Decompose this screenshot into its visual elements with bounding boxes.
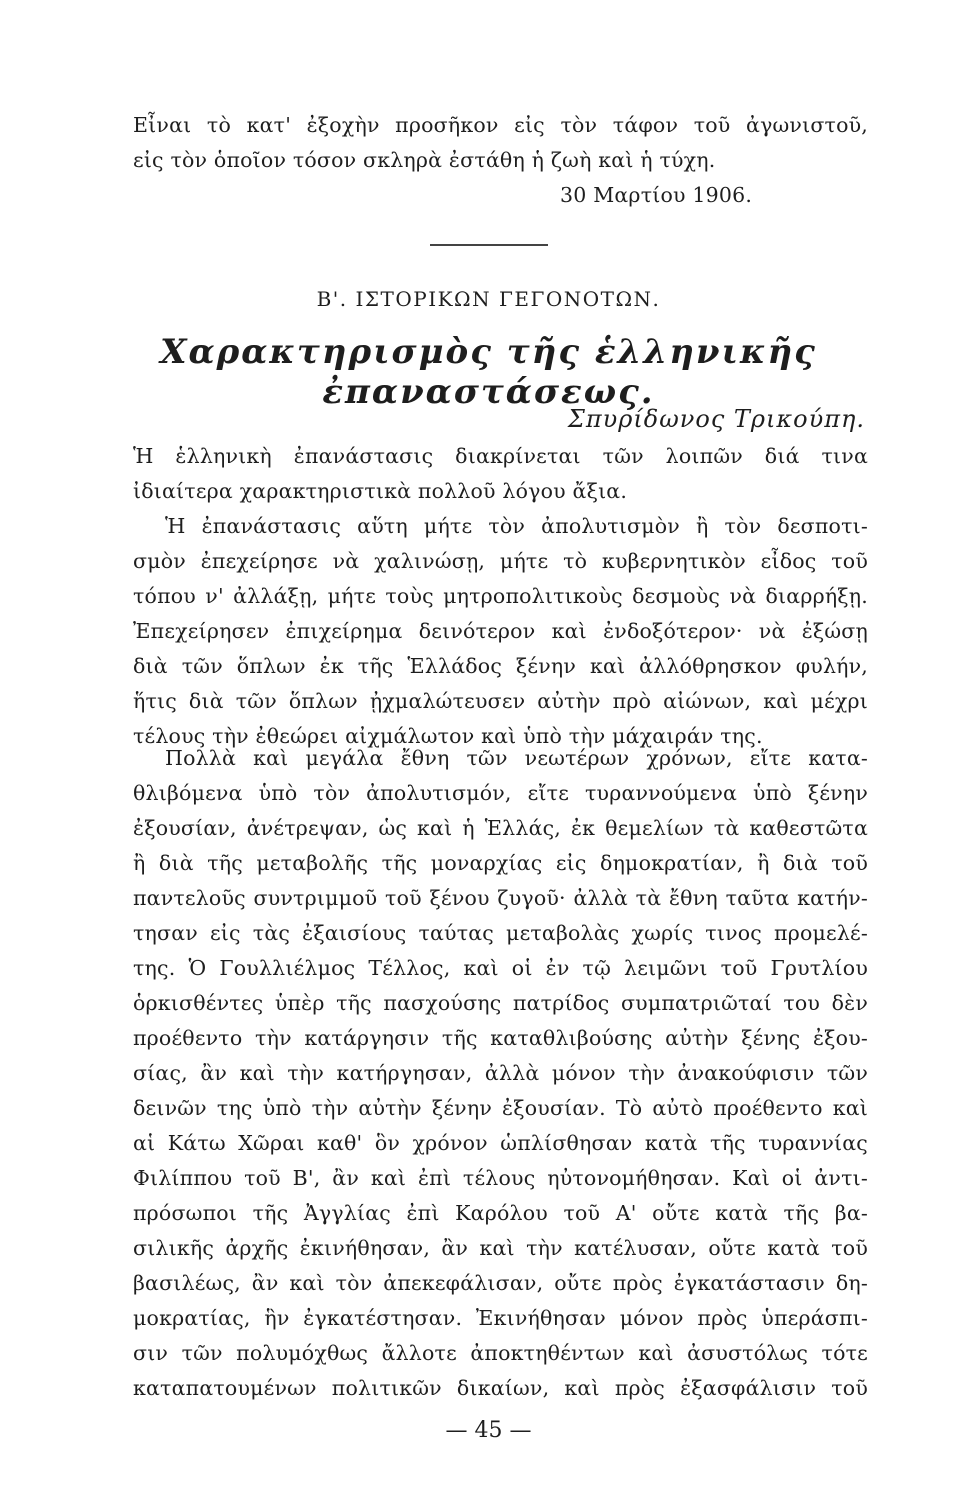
body-line: καταπατουμένων πολιτικῶν δικαίων, καὶ πρὸς ἐξασφάλισιν τοῦ <box>133 1376 868 1400</box>
body-line: Φιλίππου τοῦ Β', ἂν καὶ ἐπὶ τέλους ηὐτονομήθησαν. Καὶ οἱ ἀντι- <box>133 1166 868 1190</box>
body-line: μοκρατίας, ἣν ἐγκατέστησαν. Ἐκινήθησαν μόνον πρὸς ὑπεράσπι- <box>133 1306 868 1330</box>
body-line: αἱ Κάτω Χῶραι καθ' ὃν χρόνον ὡπλίσθησαν κατὰ τῆς τυραννίας <box>133 1131 868 1155</box>
body-line: σιλικῆς ἀρχῆς ἐκινήθησαν, ἂν καὶ τὴν κατέλυσαν, οὔτε κατὰ τοῦ <box>133 1236 868 1260</box>
separator-rule <box>430 244 548 246</box>
author-name: Σπυρίδωνος Τρικούπη. <box>567 405 865 433</box>
section-heading: Β'. ΙΣΤΟΡΙΚΩΝ ΓΕΓΟΝΟΤΩΝ. <box>316 287 661 311</box>
body-line: ἥτις διὰ τῶν ὅπλων ᾐχμαλώτευσεν αὐτὴν πρὸ αἰώνων, καὶ μέχρι <box>133 689 868 713</box>
body-line: τέλους τὴν ἐθεώρει αἰχμάλωτον καὶ ὑπὸ τὴν μάχαιράν της. <box>133 724 763 748</box>
body-line: σιν τῶν πολυμόχθως ἄλλοτε ἀποκτηθέντων καὶ ἀσυστόλως τότε <box>133 1341 868 1365</box>
body-line: προέθεντο τὴν κατάργησιν τῆς καταθλιβούσης αὐτὴν ξένης ἐξου- <box>133 1026 868 1050</box>
intro-line-1: Εἶναι τὸ κατ' ἐξοχὴν προσῆκον εἰς τὸν τάφον τοῦ ἀγωνιστοῦ, <box>133 113 868 137</box>
body-line: ὁρκισθέντες ὑπὲρ τῆς πασχούσης πατρίδος συμπατριῶταί του δὲν <box>133 991 868 1015</box>
intro-line-2: εἰς τὸν ὁποῖον τόσον σκληρὰ ἐστάθη ἡ ζωὴ καὶ ἡ τύχη. <box>133 148 716 172</box>
body-line: ἢ διὰ τῆς μεταβολῆς τῆς μοναρχίας εἰς δημοκρατίαν, ἢ διὰ τοῦ <box>133 851 868 875</box>
body-line: σίας, ἂν καὶ τὴν κατήργησαν, ἀλλὰ μόνον τὴν ἀνακούφισιν τῶν <box>133 1061 868 1085</box>
chapter-title: Χαρακτηρισμὸς τῆς ἑλληνικῆς ἐπαναστάσεως. <box>160 332 817 412</box>
body-line: βασιλέως, ἂν καὶ τὸν ἀπεκεφάλισαν, οὔτε πρὸς ἐγκατάστασιν δη- <box>133 1271 868 1295</box>
body-line: παντελοῦς συντριμμοῦ τοῦ ξένου ζυγοῦ· ἀλλὰ τὰ ἔθνη ταῦτα κατήν- <box>133 886 868 910</box>
body-line: τησαν εἰς τὰς ἐξαισίους ταύτας μεταβολὰς χωρίς τινος προμελέ- <box>133 921 868 945</box>
body-line: πρόσωποι τῆς Ἀγγλίας ἐπὶ Καρόλου τοῦ Α' οὔτε κατὰ τῆς βα- <box>133 1201 868 1225</box>
body-line: Πολλὰ καὶ μεγάλα ἔθνη τῶν νεωτέρων χρόνων, εἴτε κατα- <box>165 746 868 770</box>
body-line: θλιβόμενα ὑπὸ τὸν ἀπολυτισμόν, εἴτε τυραννούμενα ὑπὸ ξένην <box>133 781 868 805</box>
date-line: 30 Μαρτίου 1906. <box>560 183 753 207</box>
body-line: Ἐπεχείρησεν ἐπιχείρημα δεινότερον καὶ ἐνδοξότερον· νὰ ἐξώσῃ <box>133 619 868 643</box>
body-line: Ἡ ἐπανάστασις αὕτη μήτε τὸν ἀπολυτισμὸν ἢ τὸν δεσποτι- <box>165 514 868 538</box>
body-line: Ἡ ἑλληνικὴ ἐπανάστασις διακρίνεται τῶν λοιπῶν διά τινα <box>133 444 868 468</box>
body-line: σμὸν ἐπεχείρησε νὰ χαλινώσῃ, μήτε τὸ κυβερνητικὸν εἶδος τοῦ <box>133 549 868 573</box>
body-line: ἐξουσίαν, ἀνέτρεψαν, ὡς καὶ ἡ Ἑλλάς, ἐκ θεμελίων τὰ καθεστῶτα <box>133 816 868 840</box>
body-line: τόπου ν' ἀλλάξῃ, μήτε τοὺς μητροπολιτικοὺς δεσμοὺς νὰ διαρρήξῃ. <box>133 584 868 608</box>
body-line: διὰ τῶν ὅπλων ἐκ τῆς Ἑλλάδος ξένην καὶ ἀλλόθρησκον φυλήν, <box>133 654 868 678</box>
page-number: — 45 — <box>445 1418 532 1443</box>
body-line: της. Ὁ Γουλλιέλμος Τέλλος, καὶ οἱ ἐν τῷ λειμῶνι τοῦ Γρυτλίου <box>133 956 868 980</box>
body-line: δεινῶν της ὑπὸ τὴν αὐτὴν ξένην ἐξουσίαν. Τὸ αὐτὸ προέθεντο καὶ <box>133 1096 868 1120</box>
body-line: ἰδιαίτερα χαρακτηριστικὰ πολλοῦ λόγου ἄξια. <box>133 479 628 503</box>
